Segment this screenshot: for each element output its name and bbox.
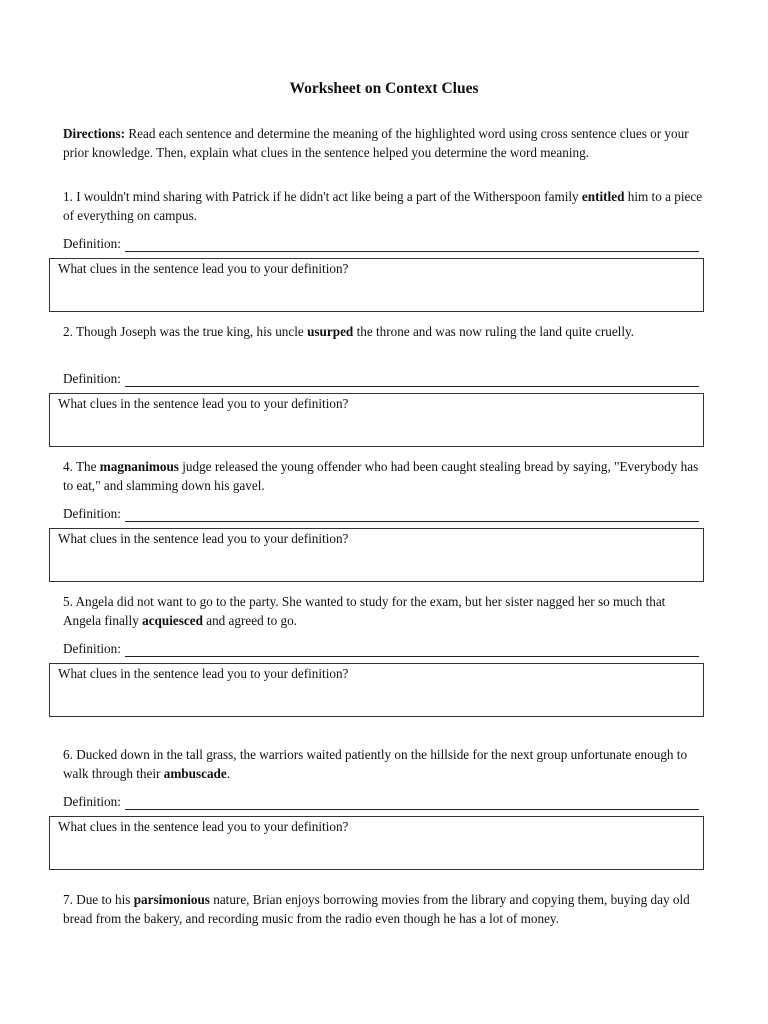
definition-label: Definition: — [63, 794, 121, 809]
clue-prompt: What clues in the sentence lead you to your definition? — [58, 396, 349, 411]
definition-line[interactable] — [125, 239, 699, 252]
highlighted-word: entitled — [581, 189, 625, 204]
definition-label: Definition: — [63, 371, 121, 386]
highlighted-word: acquiesced — [142, 612, 203, 628]
clue-answer-box-2[interactable] — [49, 393, 704, 447]
definition-field-2[interactable] — [63, 371, 699, 387]
highlighted-word: parsimonious — [133, 892, 210, 907]
directions — [63, 125, 703, 162]
definition-label: Definition: — [63, 236, 121, 251]
definition-field-4[interactable] — [63, 506, 699, 522]
question-4: 4. The magnanimous judge released the young offender who had been caught stealing bread by saying, "Everybody has to eat," and slamming down his gavel. — [63, 459, 699, 493]
definition-field-1[interactable] — [63, 236, 699, 252]
page-title: Worksheet on Context Clues — [289, 80, 479, 97]
question-6: 6. Ducked down in the tall grass, the warriors waited patiently on the hillside for the next group unfortunate enough to walk through their ambuscade. — [63, 747, 688, 781]
question-5: 5. Angela did not want to go to the party. She wanted to study for the exam, but her sister nagged her so much that Angela finally acquiesced and agreed to go. — [63, 594, 666, 628]
definition-line[interactable] — [125, 374, 699, 387]
question-7: 7. Due to his parsimonious nature, Brian enjoys borrowing movies from the library and copying them, buying day old bread from the bakery, and recording music from the radio even though he has a lot of money. — [63, 892, 690, 926]
directions-label: Directions: — [63, 126, 126, 141]
definition-label: Definition: — [63, 506, 121, 521]
clue-prompt: What clues in the sentence lead you to your definition? — [58, 531, 349, 546]
highlighted-word: magnanimous — [99, 459, 179, 474]
definition-field-6[interactable] — [63, 794, 699, 810]
definition-label: Definition: — [63, 641, 121, 656]
definition-line[interactable] — [125, 509, 699, 522]
highlighted-word: ambuscade — [163, 765, 227, 781]
highlighted-word: usurped — [307, 324, 354, 339]
directions-text: Read each sentence and determine the meaning of the highlighted word using cross sentence clues or your prior knowledge. Then, explain what clues in the sentence helped you determine the word meaning. — [63, 126, 689, 160]
clue-answer-box-1[interactable] — [49, 258, 704, 312]
definition-field-5[interactable] — [63, 641, 699, 657]
clue-prompt: What clues in the sentence lead you to your definition? — [58, 666, 349, 681]
clue-prompt: What clues in the sentence lead you to your definition? — [58, 261, 349, 276]
question-2: 2. Though Joseph was the true king, his uncle usurped the throne and was now ruling the land quite cruelly. — [63, 324, 635, 339]
clue-answer-box-5[interactable] — [49, 663, 704, 717]
clue-prompt: What clues in the sentence lead you to your definition? — [58, 819, 349, 834]
definition-line[interactable] — [125, 797, 699, 810]
question-1: 1. I wouldn't mind sharing with Patrick if he didn't act like being a part of the Witherspoon family entitled him to a piece of everything on campus. — [63, 189, 703, 223]
clue-answer-box-4[interactable] — [49, 528, 704, 582]
definition-line[interactable] — [125, 644, 699, 657]
clue-answer-box-6[interactable] — [49, 816, 704, 870]
